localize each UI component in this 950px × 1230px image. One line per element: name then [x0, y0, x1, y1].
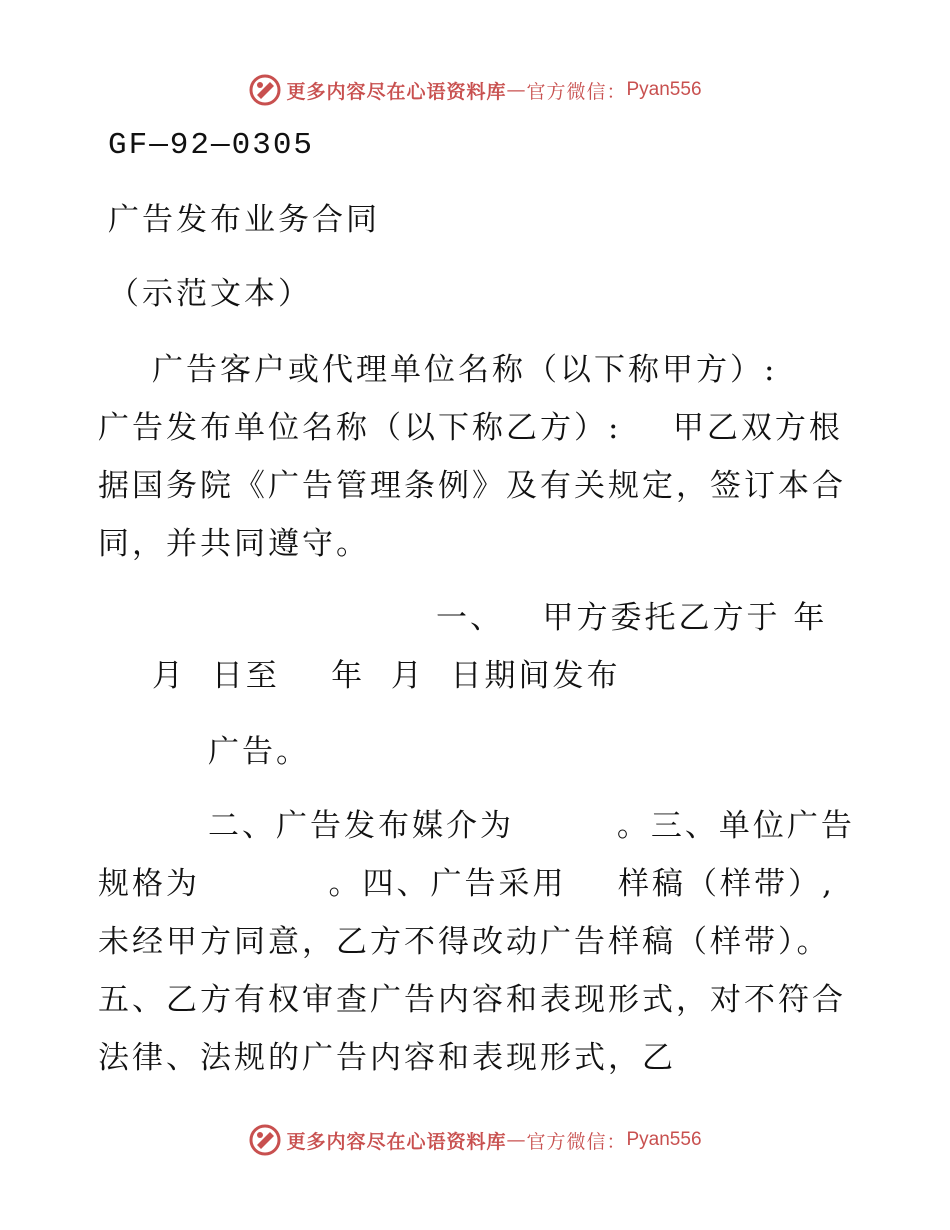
banner-account: Pyan556 — [626, 79, 702, 100]
banner-text: 更多内容尽在心语资料库 — [286, 1130, 507, 1153]
body-line: 五、乙方有权审查广告内容和表现形式，对不符合 — [98, 982, 846, 1018]
body-line: 广告客户或代理单位名称（以下称甲方）: — [152, 352, 778, 388]
body-line: 规格为 。四、广告采用 样稿（样带）, — [98, 866, 835, 902]
body-line: 一、 甲方委托乙方于 年 — [436, 600, 828, 636]
body-line: 未经甲方同意，乙方不得改动广告样稿（样带）。 — [98, 924, 831, 960]
banner-dash: — — [506, 1129, 527, 1151]
body-line: 广告。 — [208, 734, 310, 770]
footer-banner — [0, 1120, 950, 1160]
banner-account: Pyan556 — [626, 1129, 702, 1150]
body-line: 同，并共同遵守。 — [98, 526, 370, 562]
body-line: 法律、法规的广告内容和表现形式，乙 — [98, 1040, 676, 1076]
body-line: 广告发布单位名称（以下称乙方）: 甲乙双方根 — [98, 410, 843, 446]
header-banner — [0, 70, 950, 110]
logo-icon — [248, 1123, 282, 1157]
banner-text: 更多内容尽在心语资料库 — [286, 80, 507, 103]
banner-suffix: 官方微信： — [526, 1130, 627, 1153]
document-code: GF—92—0305 — [108, 128, 315, 163]
banner-suffix: 官方微信： — [526, 80, 627, 103]
body-line: 月 日至 年 月 日期间发布 — [152, 658, 621, 694]
document-subtitle: （示范文本） — [108, 276, 312, 312]
body-line: 二、广告发布媒介为 。三、单位广告 — [208, 808, 855, 844]
document-title: 广告发布业务合同 — [108, 202, 380, 238]
logo-icon — [248, 73, 282, 107]
banner-dash: — — [506, 79, 527, 101]
body-line: 据国务院《广告管理条例》及有关规定，签订本合 — [98, 468, 846, 504]
